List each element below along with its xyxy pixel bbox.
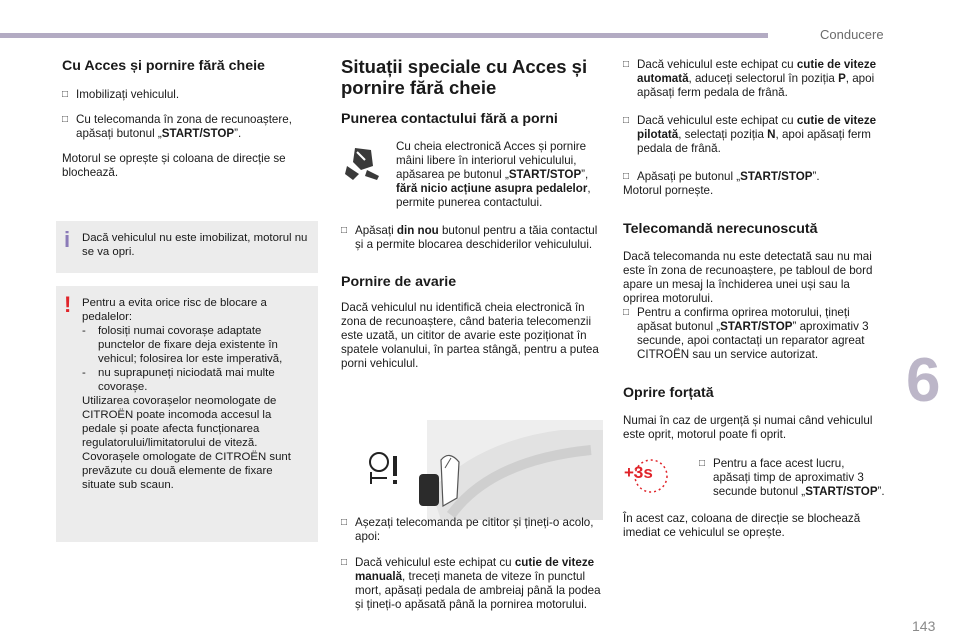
checkbox-bullet-icon: □ xyxy=(623,115,630,126)
list-item: □ Imobilizați vehiculul. xyxy=(62,88,180,101)
warning-box: ! Pentru a evita orice risc de blocare a pedalelor: - folosiți numai covorașe adaptate punctelor de fixare deja existente în vehicul; folosirea lor este imperativă, - nu suprapuneți niciodată mai multe covorașe. Utilizarea covorașelor neomologate de CITROËN poate incomoda accesul la pedale și poate afecta funcționarea regulatorului/limitatorului de viteză. Covorașele omologate de CITROËN sunt prevăzute cu două elemente de fixare situate sub scaun. xyxy=(56,286,318,542)
paragraph: Dacă telecomanda nu este detectată sau nu mai este în zona de recunoaștere, pe tabloul de bord apare un mesaj la închiderea unei uși sau la oprirea motorului. xyxy=(623,250,873,305)
info-icon: i xyxy=(64,227,71,252)
column-2 xyxy=(341,56,603,371)
checkbox-bullet-icon: □ xyxy=(341,225,348,236)
section-title: Cu Acces și pornire fără cheie xyxy=(62,58,265,74)
checkbox-bullet-icon: □ xyxy=(699,458,706,469)
checkbox-bullet-icon: □ xyxy=(623,171,630,182)
paragraph: Motorul se oprește și coloana de direcție se blochează. xyxy=(62,152,286,179)
column-3 xyxy=(623,58,885,540)
list-item: □ Dacă vehiculul este echipat cu cutie de viteze manuală, treceți maneta de viteze în punctul mort, apăsați pedala de ambreiaj până la podea și țineți-o apăsată până la pornirea motorului. xyxy=(341,556,601,611)
backup-reader-illustration xyxy=(361,420,603,520)
key-press-icon xyxy=(341,140,396,210)
column-1 xyxy=(62,58,318,180)
list-item: □ Dacă vehiculul este echipat cu cutie de viteze pilotată, selectați poziția N, apoi apăsați ferm pedala de frână. xyxy=(623,114,877,155)
column-2-bottom xyxy=(341,516,603,612)
paragraph: În acest caz, coloana de direcție se blochează imediat ce vehiculul se oprește. xyxy=(623,512,861,539)
list-item: - nu suprapuneți niciodată mai multe covorașe. xyxy=(82,367,275,393)
page-number: 143 xyxy=(912,618,936,634)
subsection-title: Punerea contactului fără a porni xyxy=(341,111,558,127)
chapter-title: Conducere xyxy=(820,27,884,42)
hold-3-seconds-icon: +3s xyxy=(623,457,681,495)
checkbox-bullet-icon: □ xyxy=(341,517,348,528)
paragraph: Motorul pornește. xyxy=(623,184,714,197)
checkbox-bullet-icon: □ xyxy=(341,557,348,568)
header-bar xyxy=(0,33,768,38)
checkbox-bullet-icon: □ xyxy=(623,307,630,318)
chapter-number: 6 xyxy=(906,346,941,415)
subsection-title: Oprire forțată xyxy=(623,385,714,401)
list-item: - folosiți numai covorașe adaptate punctelor de fixare deja existente în vehicul; folosirea lor este imperativă, xyxy=(82,325,283,365)
checkbox-bullet-icon: □ xyxy=(62,114,69,125)
info-box: i Dacă vehiculul nu este imobilizat, motorul nu se va opri. xyxy=(56,221,318,273)
section-title: Situații speciale cu Acces și pornire fără cheie xyxy=(341,56,588,98)
warning-icon: ! xyxy=(64,292,72,317)
checkbox-bullet-icon: □ xyxy=(623,59,630,70)
subsection-title: Telecomandă nerecunoscută xyxy=(623,221,818,237)
list-item: □ Așezați telecomanda pe cititor și țineți-o acolo, apoi: xyxy=(341,516,594,543)
list-item: □ Dacă vehiculul este echipat cu cutie de viteze automată, aduceți selectorul în poziția P, apoi apăsați ferm pedala de frână. xyxy=(623,58,877,99)
subsection-title: Pornire de avarie xyxy=(341,274,457,290)
list-item: □ Apăsați din nou butonul pentru a tăia contactul și a permite blocarea deschiderilor vehiculului. xyxy=(341,224,598,251)
paragraph: Cu cheia electronică Acces și pornire mâini libere în interiorul vehiculului, apăsarea pe butonul „START/STOP”, fără nicio acțiune asupra pedalelor, permite punerea contactului. xyxy=(396,140,591,209)
list-item: □ Pentru a face acest lucru, apăsați timp de aproximativ 3 secunde butonul „START/STOP”. xyxy=(699,457,885,498)
checkbox-bullet-icon: □ xyxy=(62,89,69,100)
list-item: □ Apăsați pe butonul „START/STOP”. xyxy=(623,170,820,183)
paragraph: Dacă vehiculul nu identifică cheia electronică în zona de recunoaștere, când bateria telecomenzii este uzată, un cititor de avarie este poziționat în spatele volanului, în partea stângă, pentru a putea porni vehiculul. xyxy=(341,301,599,370)
list-item: □ Pentru a confirma oprirea motorului, țineți apăsat butonul „START/STOP” aproximativ 3 secunde, apoi contactați un reparator agreat CITROËN sau un service autorizat. xyxy=(623,306,869,361)
paragraph: Numai în caz de urgență și numai când vehiculul este oprit, motorul poate fi oprit. xyxy=(623,414,873,441)
list-item: □ Cu telecomanda în zona de recunoaștere, apăsați butonul „START/STOP”. xyxy=(62,113,292,140)
